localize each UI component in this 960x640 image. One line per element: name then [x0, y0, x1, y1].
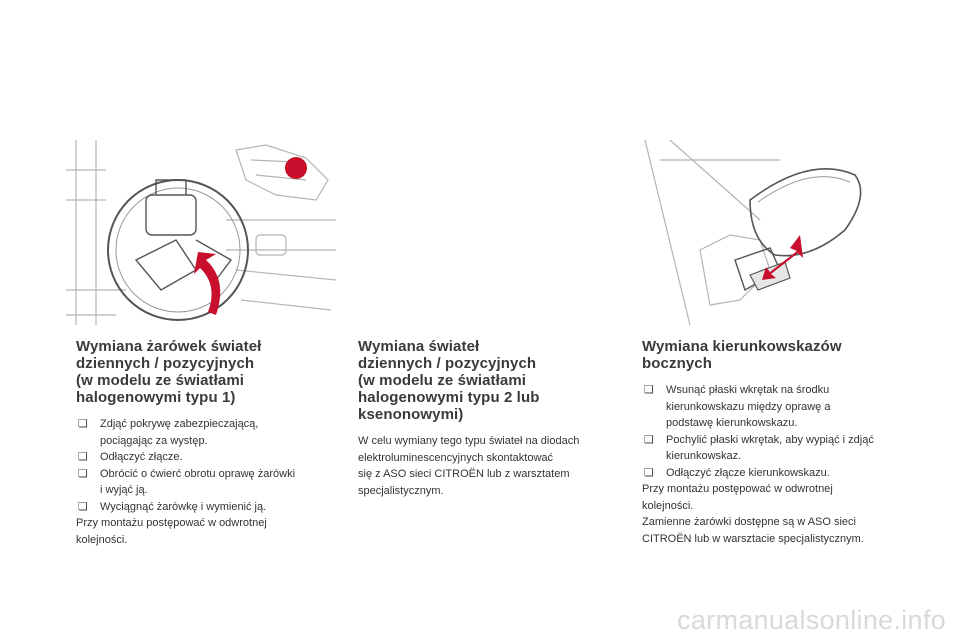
headlamp-highlight-dot: [285, 157, 307, 179]
check-box-icon: ❏: [78, 500, 88, 513]
section-side-indicators: [642, 338, 912, 547]
section-halogen-type2-xenon: [358, 338, 608, 499]
check-box-icon: ❏: [644, 433, 654, 446]
section-side-indicators-note: Przy montażu postępować w odwrotnej kolejności. Zamienne żarówki dostępne są w ASO sieci CITROËN lub w warsztacie specjalistycznym.: [642, 483, 864, 545]
list-item: ❏ Zdjąć pokrywę zabezpieczającą, pociągając za występ.: [78, 418, 259, 447]
list-item: ❏ Odłączyć złącze kierunkowskazu.: [642, 465, 912, 482]
check-box-icon: ❏: [78, 418, 88, 430]
list-item: ❏ Obrócić o ćwierć obrotu oprawę żarówki i wyjąć ją.: [78, 467, 296, 496]
section-halogen-type1-steps: [76, 416, 326, 515]
headlamp-bulb-illustration: [66, 140, 338, 330]
section-side-indicators-steps: [642, 382, 912, 481]
rotate-arrow-icon: [194, 252, 220, 315]
check-box-icon: ❏: [644, 384, 654, 396]
section-halogen-type2-note: W celu wymiany tego typu świateł na diodach elektroluminescencyjnych skontaktować się z ASO sieci CITROËN lub z warsztatem specjalistycznym.: [358, 435, 580, 497]
section-halogen-type1-title: Wymiana żarówek świateł dziennych / pozycyjnych (w modelu ze światłami halogenowymi typu 1): [76, 338, 262, 406]
list-item: ❏ Odłączyć złącze.: [76, 449, 326, 466]
check-box-icon: ❏: [78, 451, 88, 463]
section-halogen-type2-title: Wymiana świateł dziennych / pozycyjnych (w modelu ze światłami halogenowymi typu 2 lub ksenonowymi): [358, 338, 540, 423]
section-side-indicators-title: Wymiana kierunkowskazów bocznych: [642, 338, 842, 372]
side-indicator-illustration: [640, 140, 902, 330]
section-halogen-type1: [76, 338, 326, 548]
section-halogen-type1-note: Przy montażu postępować w odwrotnej kolejności.: [76, 517, 267, 546]
list-item: ❏ Pochylić płaski wkrętak, aby wypiąć i zdjąć kierunkowskaz.: [644, 433, 874, 462]
watermark: carmanualsonline.info: [677, 605, 946, 635]
check-box-icon: ❏: [644, 466, 654, 479]
list-item: ❏ Wsunąć płaski wkrętak na środku kierunkowskazu między oprawę a podstawę kierunkowskazu.: [644, 384, 831, 429]
list-item: ❏ Wyciągnąć żarówkę i wymienić ją.: [76, 499, 326, 516]
check-box-icon: ❏: [78, 467, 88, 480]
mirror-housing: [750, 169, 861, 256]
